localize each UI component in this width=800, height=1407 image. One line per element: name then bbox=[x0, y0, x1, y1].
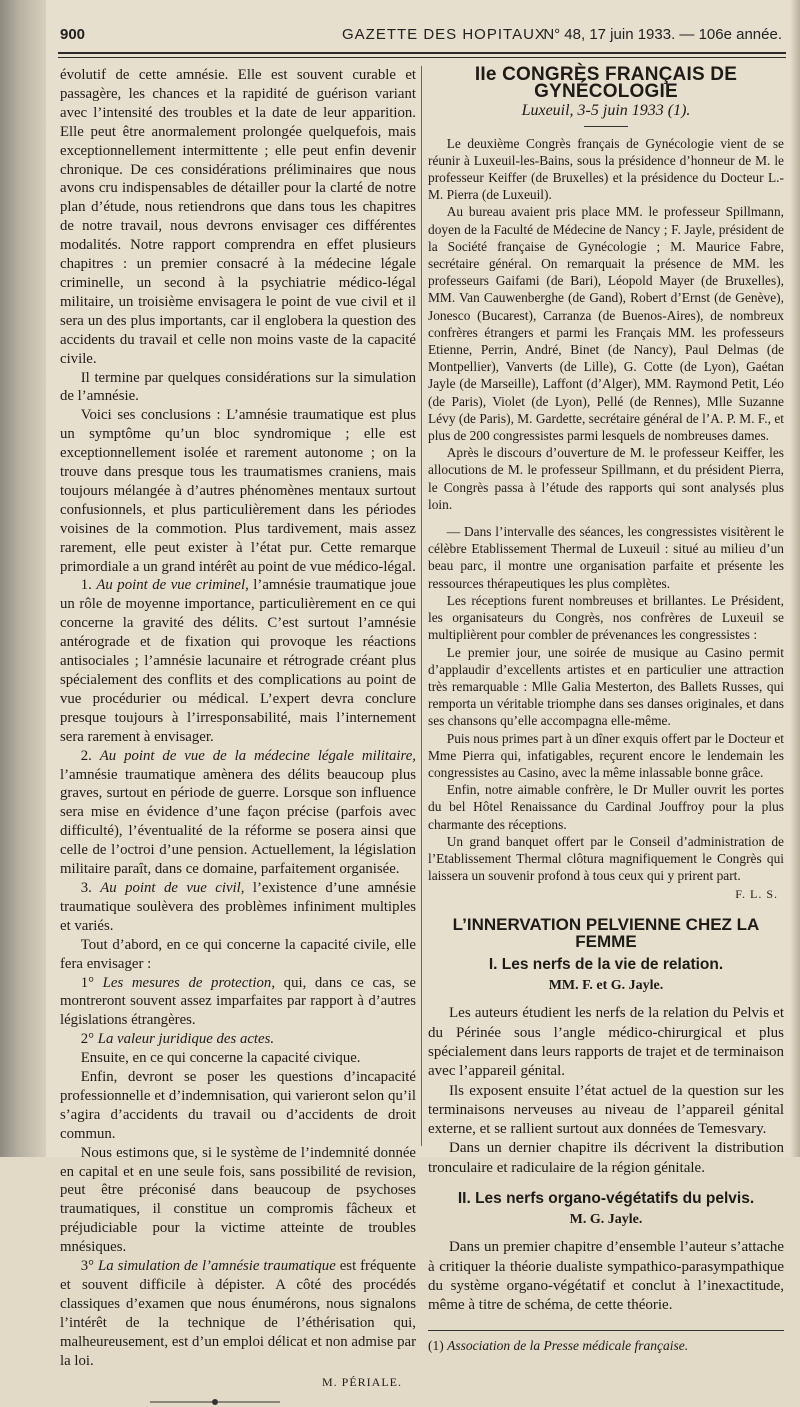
item-number: 2° bbox=[80, 1031, 98, 1048]
item-heading: La simulation de l’amnésie traumatique bbox=[98, 1258, 336, 1275]
page-edge bbox=[790, 0, 800, 1157]
issue-info: N° 48, 17 juin 1933. — 106e année. bbox=[543, 26, 782, 43]
subsection-title: I. Les nerfs de la vie de relation. bbox=[488, 955, 724, 973]
short-rule bbox=[584, 126, 628, 127]
author-signature: M. PÉRIALE. bbox=[322, 1374, 402, 1389]
paragraph: Tout d’abord, en ce qui concerne la capacité civile, elle fera envisager : bbox=[60, 936, 416, 972]
paragraph: Ils exposent ensuite l’état actuel de la question sur les terminaisons nerveuses au niveau de l’appareil génital externe, et se rallient surtout aux données de Temesvary. bbox=[428, 1082, 784, 1138]
report-signature: F. L. S. bbox=[735, 887, 778, 902]
paragraph: Après le discours d’ouverture de M. le professeur Keiffer, les allocutions de M. le professeur Spillmann, et du président Pierra, le Congrès passa à l’étude des rapports qui sont analysés plus loin. bbox=[428, 445, 784, 512]
item-text: est fréquente et souvent difficile à dépister. A côté des procédés classiques d’examen que nous énumérons, nous signalons l’intérêt de la technique de l’éthérisation qui, malheureusement, est d’un emploi délicat et non admise par la loi. bbox=[60, 1258, 416, 1369]
subsection-body bbox=[428, 1004, 784, 1178]
footnote-number: (1) bbox=[428, 1337, 448, 1353]
item-text: qui, dans ce cas, se montreront souvent assez imparfaites par rapport à d’autres législations étrangères. bbox=[60, 974, 416, 1029]
journal-title: GAZETTE DES HOPITAUX bbox=[342, 26, 546, 43]
paragraph: Le premier jour, une soirée de musique au Casino permit d’applaudir d’excellents artistes et en particulier une attraction très remarquable : Mlle Galia Mesterton, des Ballets Russes, qui remporta un véritable triomphe dans ses danses originales, et dans ses chansons qu’elle accompagna elle-même. bbox=[428, 644, 784, 729]
item-number: 2. bbox=[80, 747, 100, 764]
subsection-authors: M. G. Jayle. bbox=[569, 1212, 643, 1228]
page-number: 900 bbox=[60, 26, 86, 43]
item-text: l’amnésie traumatique amènera des délits beaucoup plus graves, surtout en période de guerre. Lorsque son influence sera mise en évidence d’une façon précise (parfois avec difficulté), l’éventualité de la réforme se posera ainsi que celle de l’octroi d’une pension. Actuellement, la législation militaire paraît, dans ce domaine, parfaitement organisée. bbox=[60, 766, 416, 878]
paragraph-simulation bbox=[60, 1257, 416, 1370]
paragraph: Ensuite, en ce qui concerne la capacité civique. bbox=[80, 1050, 361, 1067]
item-heading: La valeur juridique des actes. bbox=[97, 1031, 275, 1048]
item-heading: Les mesures de protection, bbox=[102, 974, 276, 991]
footnote bbox=[428, 1337, 784, 1354]
column-divider bbox=[421, 66, 422, 1146]
item-heading: Au point de vue de la médecine légale militaire, bbox=[99, 747, 416, 764]
subsection-title: II. Les nerfs organo-végétatifs du pelvis. bbox=[457, 1190, 755, 1208]
running-header bbox=[60, 26, 786, 48]
paragraph: Puis nous primes part à un dîner exquis offert par le Docteur et Mme Pierra qui, infatigables, reçurent encore le lendemain les congressistes au Casino, avec la même inlassable bonne grâce. bbox=[428, 730, 784, 780]
paragraph: Les auteurs étudient les nerfs de la relation du Pelvis et du Périnée sous l’angle médico-chirurgical et plus spécialement dans leurs rapports de trajet et de terminaison avec l’appareil génital. bbox=[428, 1005, 784, 1080]
item-text: l’existence d’une amnésie traumatique soulèvera des problèmes infiniment multiples et variés. bbox=[60, 879, 416, 934]
left-column bbox=[60, 66, 416, 1407]
item-heading: Au point de vue criminel, bbox=[96, 577, 249, 594]
right-column bbox=[428, 66, 784, 1354]
item-text: l’amnésie traumatique joue un rôle de moyenne importance, particulièrement en ce qui concerne la gravité des délits. C’est surtout l’amnésie antérograde et de fixation qui provoque les réactions antisociales ; l’amnésie lacunaire et rétrograde créant plus spécialement des conflits et des complications au point de vue procédurier ou médical. L’expert devra conclure presque toujours à l’irresponsabilité, mais l’internement sera rarement à envisager. bbox=[60, 577, 416, 745]
item-heading: Au point de vue civil, bbox=[100, 879, 245, 896]
item-number: 1. bbox=[80, 577, 97, 594]
congress-title: IIe CONGRÈS FRANÇAIS DE GYNÉCOLOGIE bbox=[474, 64, 738, 103]
binding-shadow bbox=[0, 0, 46, 1157]
paragraph: — Dans l’intervalle des séances, les congressistes visitèrent le célèbre Etablissement Thermal de Luxeuil : situé au milieu d’un beau parc, il montre une organisation parfaite et présente les ressources thérapeutiques les plus complètes. bbox=[428, 524, 784, 591]
paragraph-civil bbox=[60, 879, 416, 936]
paragraph: Dans un premier chapitre d’ensemble l’auteur s’attache à critiquer la théorie dualiste sympathico-parasympathique du système organo-végétatif et conclut à l’inexactitude, même à titre de schéma, de cette théorie. bbox=[428, 1239, 784, 1314]
paragraph: évolutif de cette amnésie. Elle est souvent curable et passagère, les chances et la rapidité de guérison variant avec l’intensité des troubles et la date de leur apparition. Elle peut être anormalement prolongée quelquefois, mais exceptionnellement intermittente ; elle peut enfin devenir chronique. De ces considérations préliminaires que nous avons cru indispensables de détailler pour la clarté de notre plan d’étude, nous retiendrons que dans tous les chapitres de notre travail, nous devrons envisager ces différentes modalités. Notre rapport comprendra en effet plusieurs chapitres : un premier consacré à la médecine légale criminelle, un second à la psychiatrie médico-légal militaire, un troisième envisagera le point de vue civil et il sera un des plus importants, car il englobera la question des accidents du travail et celle non moins vaste de la capacité civile. bbox=[60, 67, 416, 367]
paragraph: Nous estimons que, si le système de l’indemnité donnée en capital et en une seule fois, sans possibilité de revision, peut être préconisé dans beaucoup de psychoses traumatiques, il constitue un compromis fâcheux et préjudiciable pour la victime atteinte de troubles mnésiques. bbox=[60, 1144, 416, 1256]
paragraph: Le deuxième Congrès français de Gynécologie vient de se réunir à Luxeuil-les-Bains, sous la présidence d’honneur de M. le professeur Keiffer (de Bruxelles) et la présidence du Docteur L.-M. Pierra (de Luxeuil). bbox=[428, 135, 784, 203]
item-number: 3° bbox=[80, 1258, 98, 1275]
congress-subtitle: Luxeuil, 3-5 juin 1933 (1). bbox=[521, 102, 691, 120]
subsection-authors: MM. F. et G. Jayle. bbox=[548, 978, 664, 994]
paragraph-protection bbox=[60, 974, 416, 1031]
subsection-body bbox=[428, 1238, 784, 1315]
footnote-text: Association de la Presse médicale française. bbox=[447, 1337, 689, 1353]
paragraph: Les réceptions furent nombreuses et brillantes. Le Président, les organisateurs du Congrès, nos confrères de Luxeuil se multiplièrent pour combler de prévenances les congressistes : bbox=[428, 592, 784, 643]
footnote-rule bbox=[428, 1330, 784, 1331]
item-number: 1° bbox=[80, 974, 103, 991]
paragraph-military bbox=[60, 747, 416, 879]
header-rule bbox=[58, 52, 786, 54]
item-number: 3. bbox=[80, 879, 101, 896]
paragraph: Un grand banquet offert par le Conseil d’administration de l’Etablissement Thermal clôtura magnifiquement le Congrès qui laissera un souvenir profond à tous ceux qui y prirent part. bbox=[428, 833, 784, 884]
paragraph: Enfin, notre aimable confrère, le Dr Muller ouvrit les portes du bel Hôtel Renaissance du Cardinal Jouffroy pour la plus charmante des réceptions. bbox=[428, 782, 784, 832]
section-title: L’INNERVATION PELVIENNE CHEZ LA FEMME bbox=[452, 914, 760, 951]
paragraph: Voici ses conclusions : L’amnésie traumatique est plus un symptôme qu’un bloc syndromique ; elle est exceptionnellement isolée et rarement autonome ; on la trouve dans presque tous les traumatismes craniens, mais toujours mélangée à d’autres phénomènes mentaux surtout confusionnels, et plus particulièrement dans les périodes voisines de la commotion. Plus tardivement, mais assez rarement, elle peut exister à l’état pur. Cette remarque primordiale a un grand intérêt au point de vue médico-légal. bbox=[60, 407, 416, 575]
header-rule-thin bbox=[58, 57, 786, 58]
paragraph-criminal bbox=[60, 576, 416, 746]
paragraph: Au bureau avaient pris place MM. le professeur Spillmann, doyen de la Faculté de Médecine de Nancy ; F. Jayle, président de la Société française de Gynécologie ; M. Maurice Fabre, secrétaire général. On remarquait la présence de MM. les professeurs Gaifami (de Bari), Léopold Mayer (de Bruxelles), MM. Van Cauwenberghe (de Gand), Robert d’Ernst (de Genève), Jonesco (Bucarest), Carranza (de Buenos-Aires), de nombreux confrères étrangers et parmi les Français MM. les professeurs Etienne, Perrin, André, Binet (de Nancy), Paul Delmas (de Montpellier), Vanverts (de Lille), G. Cotte (de Lyon), Gaétan Jayle (de Marseille), Laffont (d’Alger), MM. Raymond Petit, Léo (de Paris), Violet (de Lyon), Pellé (de Rennes), Mlle Suzanne Lévy (de Paris), M. Gardette, secrétaire général de l’A. P. M. F., et plus de 200 congressistes parmi lesquels de nombreuses dames. bbox=[428, 204, 784, 444]
paragraph: Il termine par quelques considérations sur la simulation de l’amnésie. bbox=[60, 369, 416, 405]
paragraph: Dans un dernier chapitre ils décrivent la distribution tronculaire et radiculaire de la région génitale. bbox=[428, 1140, 784, 1176]
paragraph: Enfin, devront se poser les questions d’incapacité professionnelle et d’indemnisation, qui varieront selon qu’il s’agira d’accidents du travail ou d’accidents de droit commun. bbox=[60, 1069, 416, 1142]
paragraph-juridique bbox=[60, 1030, 416, 1049]
ornament-rule bbox=[150, 1397, 280, 1407]
